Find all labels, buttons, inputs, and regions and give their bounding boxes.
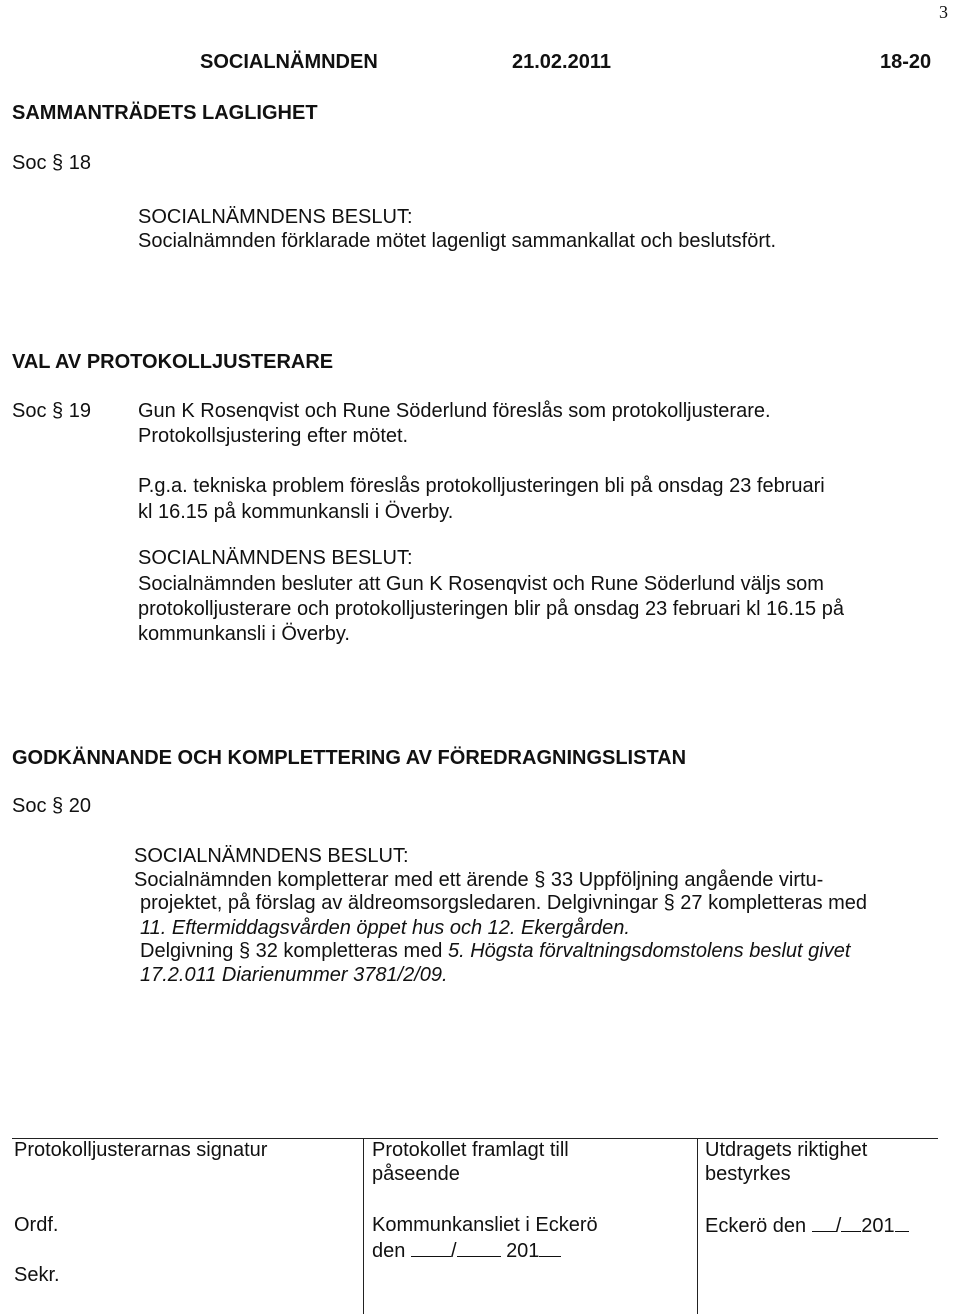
- section-19-decision-line1: Socialnämnden besluter att Gun K Rosenqvist och Rune Söderlund väljs som: [138, 573, 824, 595]
- section-20-line1: Socialnämnden kompletterar med ett ärende § 33 Uppföljning angående virtu-: [134, 869, 824, 891]
- section-19-note-line2: kl 16.15 på kommunkansli i Överby.: [138, 501, 454, 523]
- footer-posted-place: Kommunkansliet i Eckerö: [372, 1214, 598, 1236]
- section-20-title: GODKÄNNANDE OCH KOMPLETTERING AV FÖREDRAGNINGSLISTAN: [12, 747, 687, 769]
- section-20-line5: 17.2.011 Diarienummer 3781/2/09.: [140, 964, 448, 986]
- section-20-line4-plain: Delgivning § 32 kompletteras med: [140, 940, 448, 962]
- section-19-ref: Soc § 19: [12, 400, 91, 422]
- footer-posted-header-line1: Protokollet framlagt till: [372, 1139, 569, 1161]
- section-20-ref: Soc § 20: [12, 795, 91, 817]
- footer-posted-day-blank[interactable]: [411, 1238, 451, 1257]
- footer-certified-header-line1: Utdragets riktighet: [705, 1139, 868, 1161]
- section-19-decision-line2: protokolljusterare och protokolljusteringen blir på onsdag 23 februari kl 16.15 på: [138, 598, 844, 620]
- section-19-decision-line3: kommunkansli i Överby.: [138, 623, 350, 645]
- footer-certified-year: 201: [861, 1215, 895, 1237]
- footer-certified-date: [705, 1213, 909, 1238]
- section-19-proposal-line2: Protokollsjustering efter mötet.: [138, 425, 409, 447]
- footer-certified-year-blank[interactable]: [895, 1213, 909, 1232]
- section-19-title: VAL AV PROTOKOLLJUSTERARE: [12, 351, 334, 373]
- footer-certified-day-blank[interactable]: [812, 1213, 836, 1232]
- footer-posted-slash: /: [450, 1240, 457, 1262]
- header-time: 18-20: [880, 51, 932, 73]
- section-19-decision-label: SOCIALNÄMNDENS BESLUT:: [138, 547, 413, 569]
- section-18-decision-text: Socialnämnden förklarade mötet lagenligt sammankallat och beslutsfört.: [138, 230, 777, 252]
- section-18-decision-label: SOCIALNÄMNDENS BESLUT:: [138, 206, 413, 228]
- section-20-line3: 11. Eftermiddagsvården öppet hus och 12. Ekergården.: [140, 917, 630, 939]
- footer-certified-prefix: Eckerö den: [705, 1215, 807, 1237]
- footer-posted-year: 201: [506, 1240, 540, 1262]
- section-20-line2: projektet, på förslag av äldreomsorgsledaren. Delgivningar § 27 kompletteras med: [140, 892, 868, 914]
- footer-divider-2: [697, 1138, 698, 1314]
- section-20-line4-italic: 5. Högsta förvaltningsdomstolens beslut givet: [447, 940, 851, 962]
- section-19-note-line1: P.g.a. tekniska problem föreslås protokolljusteringen bli på onsdag 23 februari: [138, 475, 825, 497]
- footer-posted-year-blank[interactable]: [539, 1238, 561, 1257]
- footer-ordf-label: Ordf.: [14, 1214, 59, 1236]
- footer-posted-date: [372, 1238, 561, 1263]
- footer-certified-month-blank[interactable]: [841, 1213, 861, 1232]
- footer-divider-1: [363, 1138, 364, 1314]
- footer-posted-month-blank[interactable]: [457, 1238, 501, 1257]
- page-number: 3: [939, 2, 948, 22]
- footer-certified-header-line2: bestyrkes: [705, 1163, 791, 1185]
- section-18-ref: Soc § 18: [12, 152, 91, 174]
- header-date: 21.02.2011: [512, 51, 611, 73]
- section-20-line4: [140, 939, 850, 963]
- footer-posted-den: den: [372, 1240, 406, 1262]
- section-18-title: SAMMANTRÄDETS LAGLIGHET: [12, 102, 318, 124]
- footer-sekr-label: Sekr.: [14, 1264, 60, 1286]
- section-19-proposal-line1: Gun K Rosenqvist och Rune Söderlund föreslås som protokolljusterare.: [138, 400, 771, 422]
- header-committee: SOCIALNÄMNDEN: [200, 51, 378, 73]
- footer-certified-slash: /: [835, 1215, 842, 1237]
- footer-posted-header-line2: påseende: [372, 1163, 460, 1185]
- section-20-decision-label: SOCIALNÄMNDENS BESLUT:: [134, 845, 409, 867]
- footer-signature-header: Protokolljusterarnas signatur: [14, 1139, 268, 1161]
